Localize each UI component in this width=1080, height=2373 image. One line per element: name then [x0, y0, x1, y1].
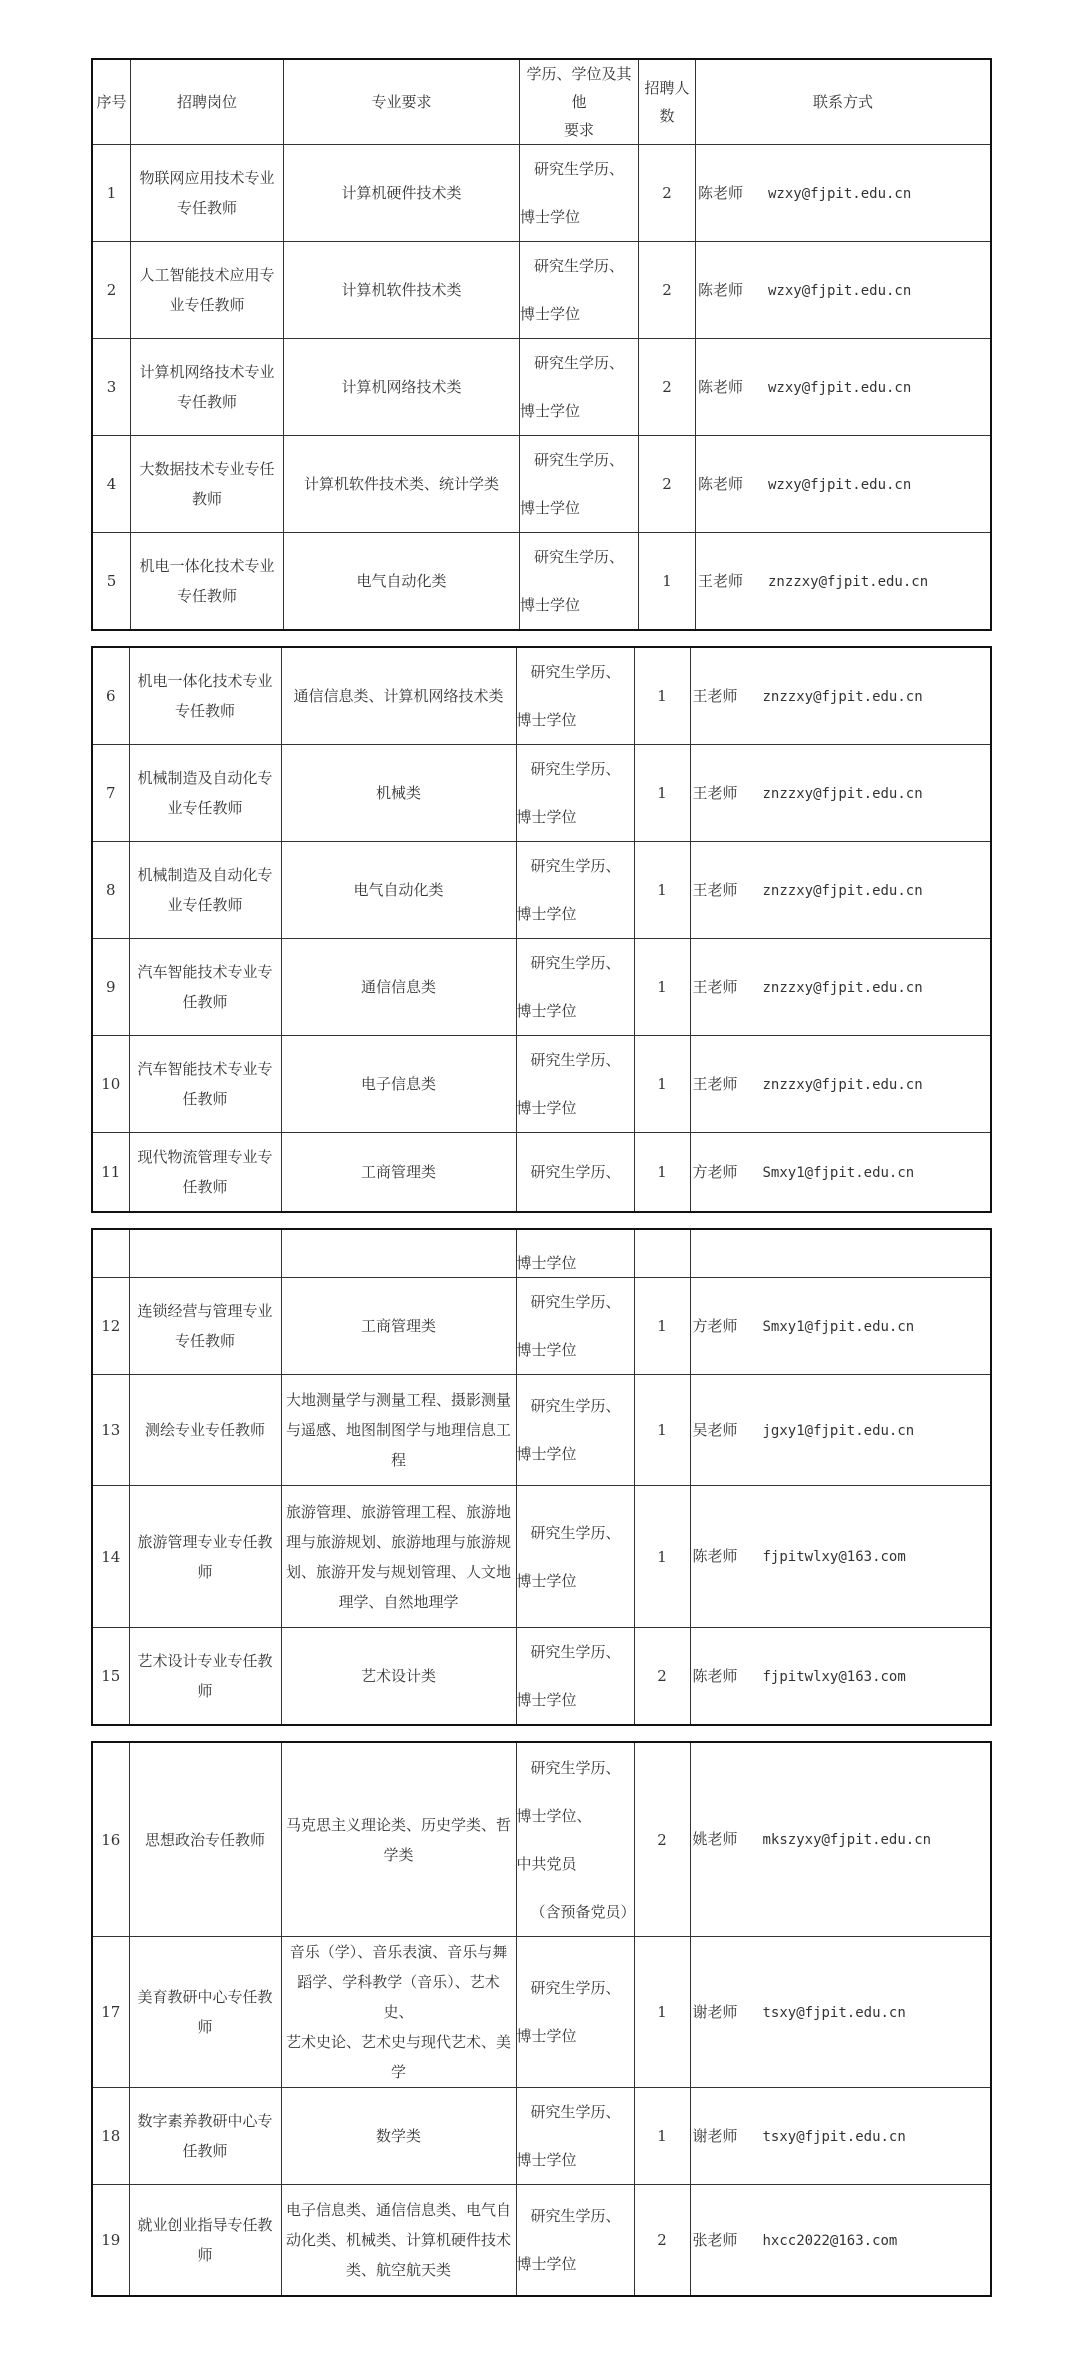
row-count: 1 [634, 1375, 690, 1486]
major-line: 艺术史论、艺术史与现代艺术、美 [285, 2033, 511, 2051]
row-count: 2 [634, 1628, 690, 1726]
education-line: 博士学位 [516, 2027, 577, 2045]
row-no: 6 [92, 647, 129, 745]
education-line: 研究生学历、 [530, 1051, 621, 1069]
contact-name: 吴老师 [692, 1420, 738, 1439]
position-line: 机械制造及自动化专 [137, 769, 273, 787]
row-count: 1 [634, 1036, 690, 1133]
contact-name: 王老师 [692, 1074, 738, 1093]
position-line: 师 [197, 1682, 213, 1700]
row-education [520, 242, 639, 339]
row-education [516, 1486, 634, 1628]
row-no: 15 [92, 1628, 129, 1726]
position-line: 旅游管理专业专任教 [137, 1532, 273, 1551]
position-line: 汽车智能技术专业专 [137, 1060, 273, 1078]
row-count: 1 [634, 745, 690, 842]
row-count: 2 [634, 1742, 690, 1937]
education-line: 博士学位 [516, 2255, 577, 2273]
row-no: 7 [92, 745, 129, 842]
row-count: 1 [634, 1278, 690, 1375]
contact-name: 姚老师 [692, 1830, 738, 1848]
row-position [129, 1036, 281, 1133]
table-row [92, 647, 991, 745]
table-row [92, 1133, 991, 1213]
row-education [516, 1937, 634, 2088]
recruitment-document [91, 58, 992, 2297]
major-line: 音乐（学）、音乐表演、音乐与舞 [289, 1943, 508, 1961]
contact-name: 王老师 [692, 686, 738, 705]
table-row [92, 842, 991, 939]
row-contact [690, 842, 991, 939]
header-major: 专业要求 [284, 59, 520, 145]
position-line: 现代物流管理专业专 [137, 1148, 273, 1166]
row-position [129, 745, 281, 842]
row-no: 3 [92, 339, 131, 436]
contact-name: 谢老师 [692, 2002, 738, 2021]
row-contact [690, 1628, 991, 1726]
table-row [92, 745, 991, 842]
education-line: 研究生学历、 [530, 2103, 621, 2121]
position-line: 专任教师 [176, 587, 237, 605]
education-line: 研究生学历、 [530, 1979, 621, 1997]
major-line: 马克思主义理论类、历史学类、哲 [285, 1815, 511, 1834]
table-row [92, 242, 991, 339]
contact-name: 陈老师 [698, 183, 744, 202]
position-line: 教师 [191, 490, 222, 508]
row-education [520, 533, 639, 631]
recruitment-table-part-1 [91, 58, 992, 631]
row-position [129, 1133, 281, 1213]
education-line: 研究生学历、 [530, 857, 621, 875]
header-count: 招聘人 数 [639, 59, 696, 145]
education-line: 研究生学历、 [530, 760, 621, 778]
major-line: 动化类、机械类、计算机硬件技术 [285, 2231, 511, 2249]
contact-email: jgxy1@fjpit.edu.cn [762, 1422, 915, 1439]
position-line: 机械制造及自动化专 [137, 866, 273, 884]
position-line: 大数据技术专业专任 [139, 460, 275, 478]
row-position [129, 647, 281, 745]
position-line: 机电一体化技术专业 [137, 672, 273, 690]
row-contact [690, 2185, 991, 2297]
position-line: 美育教研中心专任教 [137, 1988, 273, 2006]
row-education [516, 842, 634, 939]
education-line: 研究生学历、 [530, 954, 621, 972]
major-line: 大地测量学与测量工程、摄影测量 [285, 1391, 511, 1409]
row-no: 1 [92, 145, 131, 242]
position-line: 任教师 [182, 1090, 228, 1108]
row-major: 机械类 [281, 745, 516, 842]
contact-email: wzxy@fjpit.edu.cn [768, 185, 912, 202]
row-position [129, 1742, 281, 1937]
row-no: 18 [92, 2088, 129, 2185]
education-line: 博士学位 [516, 1691, 577, 1709]
major-line: 程 [390, 1451, 406, 1469]
table-row [92, 939, 991, 1036]
row-position [129, 1486, 281, 1628]
contact-email: Smxy1@fjpit.edu.cn [762, 1318, 915, 1335]
row-major: 计算机软件技术类 [284, 242, 520, 339]
education-line: 博士学位 [520, 499, 581, 517]
contact-name: 陈老师 [698, 280, 744, 299]
row-major: 数学类 [281, 2088, 516, 2185]
row-position [129, 842, 281, 939]
position-line: 测绘专业专任教师 [144, 1421, 265, 1439]
major-line: 类、航空航天类 [345, 2261, 451, 2279]
header-position: 招聘岗位 [131, 59, 284, 145]
table-row [92, 1375, 991, 1486]
education-line: 研究生学历、 [534, 160, 625, 178]
row-education [516, 1742, 634, 1937]
row-count: 1 [634, 1937, 690, 2088]
row-contact [696, 533, 992, 631]
contact-name: 陈老师 [692, 1666, 738, 1685]
row-no: 11 [92, 1133, 129, 1213]
position-line: 专任教师 [176, 199, 237, 217]
row-education [516, 1036, 634, 1133]
row-education [516, 2088, 634, 2185]
row-major [281, 1375, 516, 1486]
major-line: 学类 [383, 1845, 414, 1864]
row-count: 1 [634, 1486, 690, 1628]
position-line: 物联网应用技术专业 [139, 169, 275, 187]
education-line: 博士学位 [516, 1099, 577, 1117]
contact-name: 王老师 [692, 880, 738, 899]
row-no: 19 [92, 2185, 129, 2297]
position-line: 机电一体化技术专业 [139, 557, 275, 575]
row-count: 2 [639, 242, 696, 339]
row-major [281, 2185, 516, 2297]
contact-name: 谢老师 [692, 2126, 738, 2145]
table-header-row [92, 59, 991, 145]
table-row [92, 1742, 991, 1937]
major-line: 理与旅游规划、旅游地理与旅游规 [285, 1532, 511, 1551]
education-line: 研究生学历、 [530, 2207, 621, 2225]
position-line: 连锁经营与管理专业 [137, 1302, 273, 1320]
education-line: 研究生学历、 [534, 451, 625, 469]
contact-email: znzzxy@fjpit.edu.cn [762, 688, 923, 705]
education-line: 博士学位 [520, 208, 581, 226]
contact-email: tsxy@fjpit.edu.cn [762, 2004, 906, 2021]
education-line: 博士学位 [520, 596, 581, 614]
row-major: 电气自动化类 [281, 842, 516, 939]
education-line: 研究生学历、 [530, 663, 621, 681]
row-position [131, 339, 284, 436]
contact-email: fjpitwlxy@163.com [762, 1549, 906, 1565]
contact-email: wzxy@fjpit.edu.cn [768, 379, 912, 396]
row-contact [696, 242, 992, 339]
education-line: 研究生学历、 [530, 1293, 621, 1311]
row-position [131, 145, 284, 242]
position-line: 专任教师 [176, 393, 237, 411]
position-line: 业专任教师 [167, 799, 243, 817]
row-major: 工商管理类 [281, 1278, 516, 1375]
row-education [516, 745, 634, 842]
header-education: 学历、学位及其他 要求 [520, 59, 639, 145]
row-contact [690, 1937, 991, 2088]
position-line: 任教师 [182, 2142, 228, 2160]
table-row [92, 436, 991, 533]
row-no: 17 [92, 1937, 129, 2088]
recruitment-table-part-2 [91, 646, 992, 1213]
position-line: 数字素养教研中心专 [137, 2112, 273, 2130]
row-count: 1 [634, 2088, 690, 2185]
position-line: 师 [197, 2246, 213, 2264]
education-line: 研究生学历、 [530, 1397, 621, 1415]
row-position [129, 939, 281, 1036]
table-row [92, 1937, 991, 2088]
row-education [520, 339, 639, 436]
contact-email: wzxy@fjpit.edu.cn [768, 282, 912, 299]
row-major: 计算机软件技术类、统计学类 [284, 436, 520, 533]
row-contact [690, 1742, 991, 1937]
contact-name: 陈老师 [692, 1547, 738, 1565]
row-major: 工商管理类 [281, 1133, 516, 1213]
header-no: 序号 [92, 59, 131, 145]
row-count: 1 [634, 1133, 690, 1213]
contact-email: Smxy1@fjpit.edu.cn [762, 1164, 915, 1181]
major-line: 划、旅游开发与规划管理、人文地 [285, 1562, 511, 1581]
major-line: 与遥感、地图制图学与地理信息工 [285, 1421, 511, 1439]
row-major [281, 1937, 516, 2088]
row-contact [690, 1133, 991, 1213]
education-line: 博士学位 [520, 305, 581, 323]
table-row [92, 1628, 991, 1726]
table-row [92, 533, 991, 631]
education-line: 研究生学历、 [534, 257, 625, 275]
row-education [516, 647, 634, 745]
position-line: 计算机网络技术专业 [139, 363, 275, 381]
row-education [516, 1133, 634, 1213]
contact-email: fjpitwlxy@163.com [762, 1668, 906, 1685]
major-line: 蹈学、学科教学（音乐）、艺术史、 [297, 1973, 500, 2021]
row-no: 9 [92, 939, 129, 1036]
row-count: 1 [639, 533, 696, 631]
education-line: 研究生学历、 [530, 1758, 621, 1777]
row-major [281, 1742, 516, 1937]
row-major: 计算机硬件技术类 [284, 145, 520, 242]
education-line: 中共党员 [516, 1854, 577, 1873]
row-contact [690, 1375, 991, 1486]
education-line: 博士学位 [516, 905, 577, 923]
row-count: 2 [634, 2185, 690, 2297]
row-count: 2 [639, 339, 696, 436]
education-line: 博士学位 [516, 1571, 577, 1590]
major-line: 学 [390, 2063, 406, 2081]
row-major [281, 1486, 516, 1628]
row-position [129, 1937, 281, 2088]
contact-email: znzzxy@fjpit.edu.cn [768, 573, 929, 590]
row-no: 4 [92, 436, 131, 533]
row-education [520, 145, 639, 242]
row-contact [696, 339, 992, 436]
row-contact [696, 436, 992, 533]
row-position [129, 1375, 281, 1486]
table-row [92, 1036, 991, 1133]
contact-email: tsxy@fjpit.edu.cn [762, 2128, 906, 2145]
education-line: 博士学位、 [516, 1806, 592, 1825]
education-line: 博士学位 [516, 1341, 577, 1359]
contact-email: wzxy@fjpit.edu.cn [768, 476, 912, 493]
major-line: 旅游管理、旅游管理工程、旅游地 [285, 1502, 511, 1521]
row-education [520, 436, 639, 533]
continuation-row [92, 1229, 991, 1278]
table-row [92, 145, 991, 242]
row-contact [690, 1036, 991, 1133]
major-line: 理学、自然地理学 [338, 1592, 459, 1611]
row-position [129, 1628, 281, 1726]
row-contact [690, 745, 991, 842]
position-line: 业专任教师 [169, 296, 245, 314]
contact-name: 王老师 [692, 977, 738, 996]
row-count: 2 [639, 145, 696, 242]
recruitment-table-part-3 [91, 1228, 992, 1726]
position-line: 艺术设计专业专任教 [137, 1652, 273, 1670]
table-row [92, 2185, 991, 2297]
row-contact [690, 2088, 991, 2185]
contact-name: 王老师 [692, 783, 738, 802]
row-education [516, 939, 634, 1036]
contact-email: mkszyxy@fjpit.edu.cn [762, 1832, 932, 1848]
row-count: 1 [634, 842, 690, 939]
row-count: 1 [634, 939, 690, 1036]
row-education [516, 1375, 634, 1486]
continuation-edu: 博士学位 [516, 1229, 634, 1278]
contact-email: znzzxy@fjpit.edu.cn [762, 979, 923, 996]
education-line: 研究生学历、 [534, 354, 625, 372]
education-line: （含预备党员） [530, 1902, 636, 1921]
row-no: 12 [92, 1278, 129, 1375]
contact-name: 王老师 [698, 571, 744, 590]
contact-name: 方老师 [692, 1316, 738, 1335]
row-position [131, 242, 284, 339]
row-position [129, 2088, 281, 2185]
row-no: 14 [92, 1486, 129, 1628]
row-no: 16 [92, 1742, 129, 1937]
contact-email: hxcc2022@163.com [762, 2232, 898, 2249]
row-position [129, 1278, 281, 1375]
row-education [516, 2185, 634, 2297]
table-row [92, 2088, 991, 2185]
contact-name: 方老师 [692, 1162, 738, 1181]
row-education [516, 1628, 634, 1726]
contact-email: znzzxy@fjpit.edu.cn [762, 785, 923, 802]
row-major: 计算机网络技术类 [284, 339, 520, 436]
contact-name: 张老师 [692, 2230, 738, 2249]
position-line: 师 [197, 1562, 213, 1581]
row-major: 艺术设计类 [281, 1628, 516, 1726]
education-line: 研究生学历、 [530, 1643, 621, 1661]
contact-email: znzzxy@fjpit.edu.cn [762, 1076, 923, 1093]
position-line: 汽车智能技术专业专 [137, 963, 273, 981]
row-count: 2 [639, 436, 696, 533]
row-contact [690, 1278, 991, 1375]
row-major: 通信信息类、计算机网络技术类 [281, 647, 516, 745]
major-line: 电子信息类、通信信息类、电气自 [285, 2201, 511, 2219]
position-line: 师 [197, 2018, 213, 2036]
position-line: 专任教师 [174, 1332, 235, 1350]
row-no: 2 [92, 242, 131, 339]
education-line: 博士学位 [520, 402, 581, 420]
header-contact: 联系方式 [696, 59, 992, 145]
row-position [131, 533, 284, 631]
row-major: 电气自动化类 [284, 533, 520, 631]
education-line: 博士学位 [516, 711, 577, 729]
row-position [129, 2185, 281, 2297]
position-line: 人工智能技术应用专 [139, 266, 275, 284]
position-line: 任教师 [182, 1178, 228, 1196]
row-no: 13 [92, 1375, 129, 1486]
row-no: 10 [92, 1036, 129, 1133]
row-contact [690, 1486, 991, 1628]
education-line: 博士学位 [516, 808, 577, 826]
row-education [516, 1278, 634, 1375]
contact-name: 陈老师 [698, 474, 744, 493]
row-major: 通信信息类 [281, 939, 516, 1036]
recruitment-table-part-4 [91, 1741, 992, 2297]
position-line: 专任教师 [174, 702, 235, 720]
education-line: 研究生学历、 [530, 1523, 621, 1542]
row-position [131, 436, 284, 533]
row-contact [690, 939, 991, 1036]
education-line: 研究生学历、 [534, 548, 625, 566]
row-count: 1 [634, 647, 690, 745]
table-row [92, 1486, 991, 1628]
table-row [92, 1278, 991, 1375]
position-line: 就业创业指导专任教 [137, 2216, 273, 2234]
position-line: 业专任教师 [167, 896, 243, 914]
education-line: 博士学位 [516, 2151, 577, 2169]
row-contact [696, 145, 992, 242]
row-major: 电子信息类 [281, 1036, 516, 1133]
education-line: 研究生学历、 [530, 1163, 621, 1181]
row-contact [690, 647, 991, 745]
row-no: 8 [92, 842, 129, 939]
education-line: 博士学位 [516, 1445, 577, 1463]
position-line: 任教师 [182, 993, 228, 1011]
table-row [92, 339, 991, 436]
position-line: 思想政治专任教师 [144, 1830, 265, 1849]
contact-name: 陈老师 [698, 377, 744, 396]
contact-email: znzzxy@fjpit.edu.cn [762, 882, 923, 899]
row-no: 5 [92, 533, 131, 631]
education-line: 博士学位 [516, 1002, 577, 1020]
